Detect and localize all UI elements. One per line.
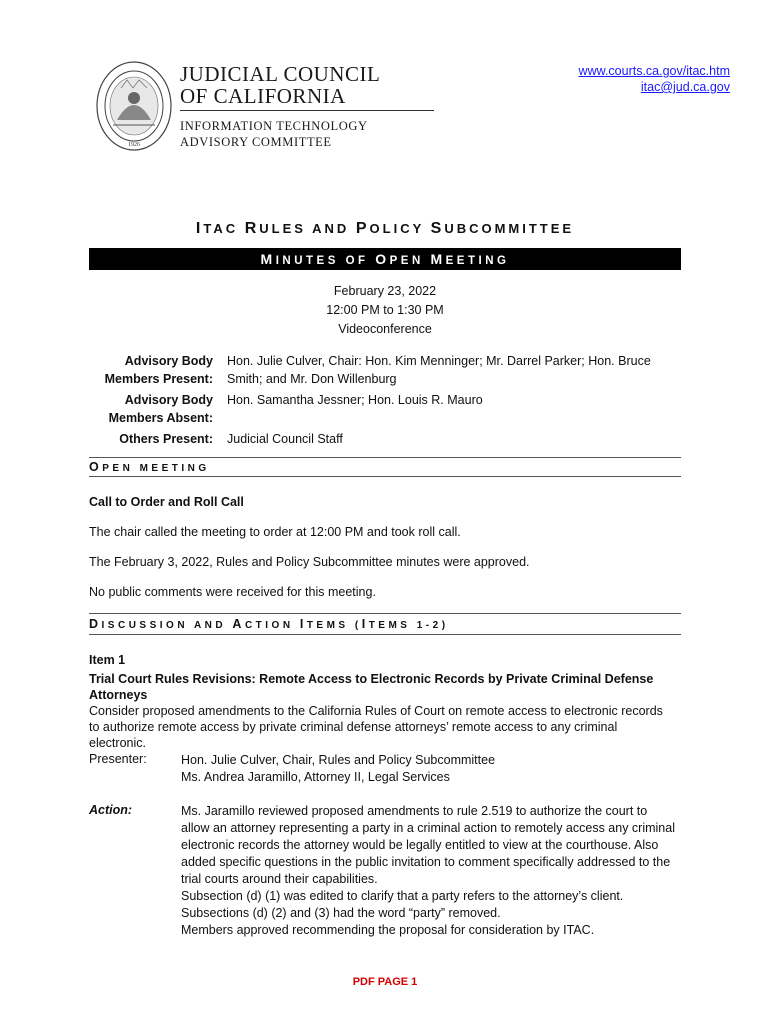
section-rule-top [89,613,681,614]
action-label: Action: [89,803,133,817]
presenter-label: Presenter: [89,752,147,766]
minutes-banner: MINUTES OF OPEN MEETING [89,248,681,270]
item-title: Trial Court Rules Revisions: Remote Access to Electronic Records by Private Criminal Defense Attorneys [89,672,654,702]
subcommittee-title: ITAC RULES AND POLICY SUBCOMMITTEE [195,220,575,237]
website-link[interactable]: www.courts.ca.gov/itac.htm [578,64,730,78]
present-label: Advisory Body Members Present: [104,354,213,386]
council-line-1: JUDICIAL COUNCIL [180,62,381,86]
contact-links [579,63,730,95]
logo-divider [180,110,434,111]
minutes-approved-text: The February 3, 2022, Rules and Policy Subcommittee minutes were approved. [89,555,530,569]
section-rule-bottom [89,476,681,477]
discussion-heading: DISCUSSION AND ACTION ITEMS (ITEMS 1-2) [89,617,449,631]
members-present: Hon. Julie Culver, Chair: Hon. Kim Menninger; Mr. Darrel Parker; Hon. Bruce Smith; and Mr. Don Willenburg [227,354,651,386]
email-link[interactable]: itac@jud.ca.gov [640,80,730,94]
call-to-order-text: The chair called the meeting to order at 12:00 PM and took roll call. [89,525,461,539]
action-text: Ms. Jaramillo reviewed proposed amendments to rule 2.519 to authorize the court to allow an attorney representing a party in a criminal action to remotely access any criminal electronic records the attorney would be legally entitled to view at the courthouse. Also added specific questions in the public invitation to comment specifically addressed to the trial courts around their capabilities. Subsection (d) (1) was edited to clarify that a party refers to the attorney’s client. Subsections (d) (2) and (3) had the word “party” removed. Members approved recommending the proposal for consideration by ITAC. [181,804,675,937]
public-comment-text: No public comments were received for this meeting. [89,585,376,599]
committee-line-1: INFORMATION TECHNOLOGY [180,119,368,133]
item-description: Consider proposed amendments to the California Rules of Court on remote access to electronic records to authorize remote access by private criminal defense attorneys’ remote access to any criminal electronic. [89,704,663,750]
others-label: Others Present: [119,432,213,446]
others-present: Judicial Council Staff [227,432,343,446]
seal-year: 1926 [128,142,140,148]
roll-call-heading: Call to Order and Roll Call [89,495,244,509]
meeting-location: Videoconference [338,322,432,336]
section-rule-top [89,457,681,458]
committee-name [180,118,368,150]
pdf-page-number: PDF PAGE 1 [352,976,418,988]
committee-line-2: ADVISORY COMMITTEE [180,135,332,149]
absent-label: Advisory Body Members Absent: [108,393,213,425]
members-absent: Hon. Samantha Jessner; Hon. Louis R. Mauro [227,393,483,407]
meeting-time: 12:00 PM to 1:30 PM [326,303,444,317]
judicial-council-seal [95,60,173,152]
council-name [180,63,380,107]
item-number: Item 1 [89,653,126,667]
section-rule-bottom [89,634,681,635]
meeting-date: February 23, 2022 [333,284,437,298]
presenters: Hon. Julie Culver, Chair, Rules and Policy Subcommittee Ms. Andrea Jaramillo, Attorney II, Legal Services [181,753,496,784]
open-meeting-heading: OPEN MEETING [89,460,210,474]
council-line-2: OF CALIFORNIA [180,84,346,108]
